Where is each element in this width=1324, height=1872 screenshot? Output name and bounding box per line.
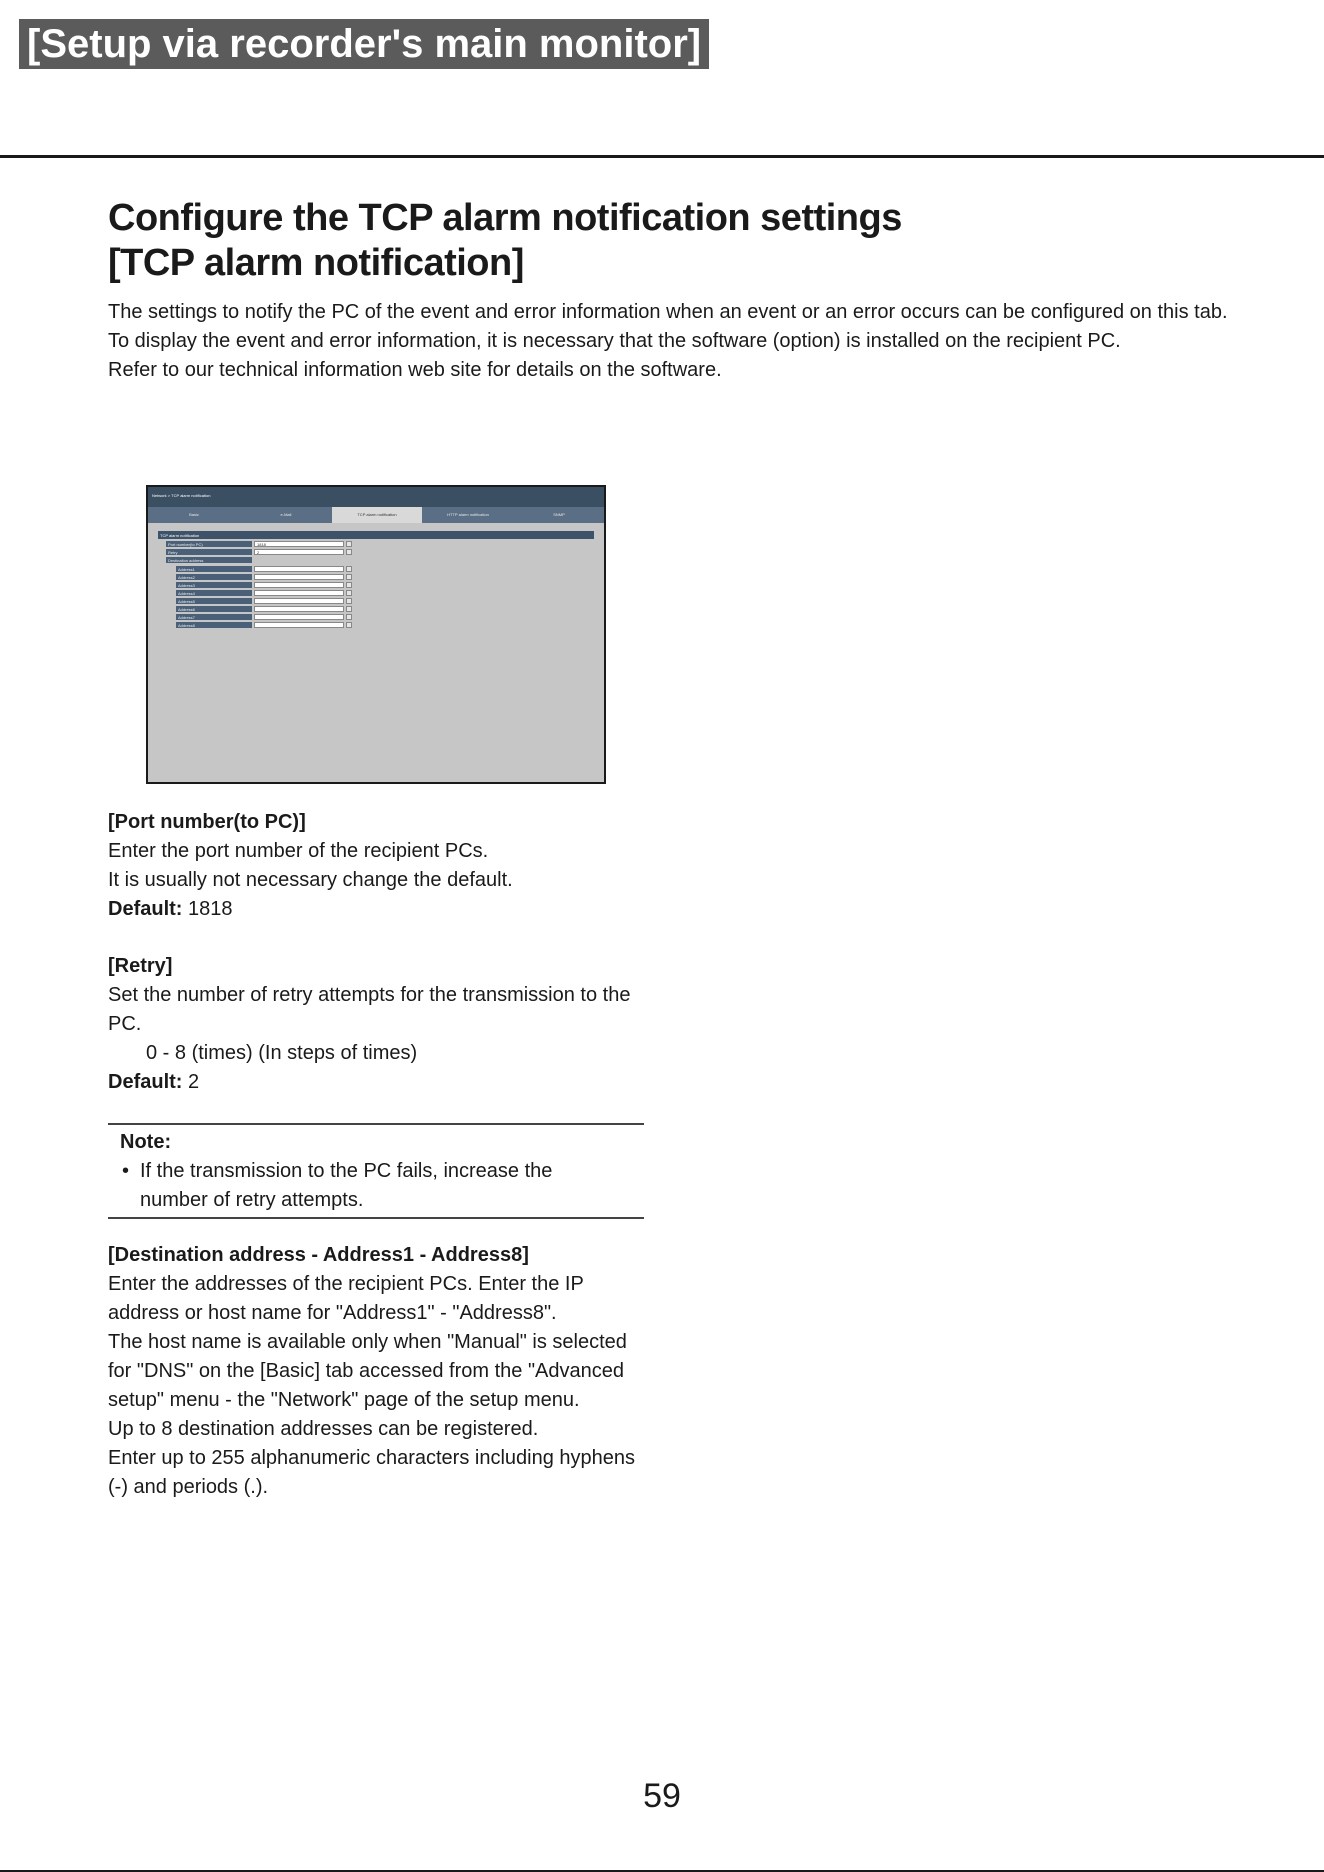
screen-address-button-icon: [346, 566, 352, 572]
retry-range: 0 - 8 (times) (In steps of times): [146, 1042, 418, 1064]
screen-address-label: [176, 566, 252, 572]
screen-port-label-text: Port number(to PC): [168, 542, 203, 547]
screen-address-button-icon: [346, 574, 352, 580]
screen-retry-field: [254, 549, 344, 555]
destination-address-heading: [Destination address - Address1 - Address8]: [108, 1244, 529, 1266]
default-value: 1818: [188, 898, 233, 920]
screen-dest-label-text: Destination address: [168, 558, 204, 563]
default-label: Default:: [108, 1071, 183, 1093]
screen-retry-label: [166, 549, 252, 555]
screen-address-label: [176, 622, 252, 628]
header-rule: [0, 155, 1324, 158]
screen-tab-http-alarm: HTTP alarm notification: [422, 507, 515, 523]
screen-address-button-icon: [346, 590, 352, 596]
screen-address-label-text: Address4: [178, 591, 195, 596]
screen-section-title-text: TCP alarm notification: [160, 533, 200, 538]
screen-address-label-text: Address7: [178, 615, 195, 620]
screen-address-label-text: Address5: [178, 599, 195, 604]
screen-retry-label-text: Retry: [168, 550, 178, 555]
screen-breadcrumb: [148, 487, 604, 505]
screen-section-title: [158, 531, 594, 539]
note-text: If the transmission to the PC fails, increase the number of retry attempts.: [140, 1160, 553, 1211]
screen-port-spin-icon: [346, 541, 352, 547]
screen-dest-label: [166, 557, 252, 563]
section-label: [Setup via recorder's main monitor]: [19, 19, 709, 69]
screen-address-button-icon: [346, 582, 352, 588]
port-number-default: [108, 895, 648, 924]
screen-address-label: [176, 606, 252, 612]
intro-paragraph: To display the event and error information, it is necessary that the software (option) is installed on the recipient PC.: [108, 330, 1121, 352]
screen-breadcrumb-text: Network > TCP alarm notification: [152, 493, 211, 498]
screen-retry-value: 2: [257, 550, 260, 555]
screen-address-label-text: Address8: [178, 623, 195, 628]
screen-address-field: [254, 614, 344, 620]
screen-port-field: [254, 541, 344, 547]
port-number-text: It is usually not necessary change the default.: [108, 869, 513, 891]
screen-address-field: [254, 566, 344, 572]
bullet-icon: •: [122, 1160, 130, 1182]
screen-address-label-text: Address1: [178, 567, 195, 572]
screen-address-field: [254, 598, 344, 604]
destination-address-text: Up to 8 destination addresses can be registered.: [108, 1418, 539, 1440]
screen-address-label: [176, 598, 252, 604]
page-title-line2: [TCP alarm notification]: [108, 242, 524, 284]
screen-address-button-icon: [346, 598, 352, 604]
note-title: Note:: [120, 1131, 172, 1153]
note-item: [122, 1157, 622, 1215]
screen-tab-email: e-Mail: [240, 507, 333, 523]
screen-tab-bar: [148, 505, 604, 523]
screen-address-field: [254, 582, 344, 588]
screen-address-label: [176, 582, 252, 588]
destination-address-text: The host name is available only when "Manual" is selected for "DNS" on the [Basic] tab accessed from the "Advanced setup" menu - the "Network" page of the setup menu.: [108, 1331, 627, 1411]
retry-text: Set the number of retry attempts for the transmission to the PC.: [108, 984, 631, 1035]
screen-address-label-text: Address3: [178, 583, 195, 588]
screen-address-label-text: Address6: [178, 607, 195, 612]
port-number-section: [108, 808, 648, 924]
port-number-text: Enter the port number of the recipient PCs.: [108, 840, 489, 862]
port-number-heading: [Port number(to PC)]: [108, 811, 306, 833]
destination-address-text: Enter the addresses of the recipient PCs. Enter the IP address or host name for "Address1" - "Address8".: [108, 1273, 584, 1324]
screen-address-label-text: Address2: [178, 575, 195, 580]
default-value: 2: [188, 1071, 200, 1093]
destination-address-text: Enter up to 255 alphanumeric characters including hyphens (-) and periods (.).: [108, 1447, 635, 1498]
default-label: Default:: [108, 898, 183, 920]
intro-paragraph: Refer to our technical information web site for details on the software.: [108, 359, 722, 381]
screen-address-field: [254, 574, 344, 580]
screen-address-field: [254, 622, 344, 628]
screen-address-button-icon: [346, 606, 352, 612]
destination-address-section: [108, 1241, 648, 1502]
setup-screen-screenshot: [146, 485, 606, 784]
page-title: [108, 196, 902, 286]
retry-section: [108, 952, 648, 1097]
screen-tab-tcp-alarm: TCP alarm notification: [332, 507, 423, 523]
screen-retry-dropdown-icon: [346, 549, 352, 555]
screen-address-label: [176, 574, 252, 580]
screen-tab-snmp: SNMP: [514, 507, 605, 523]
screen-address-field: [254, 590, 344, 596]
note-box: [108, 1123, 644, 1219]
screen-address-label: [176, 614, 252, 620]
screen-tab-basic: Basic: [148, 507, 241, 523]
intro-paragraph: The settings to notify the PC of the event and error information when an event or an error occurs can be configured on this tab.: [108, 301, 1228, 323]
screen-port-label: [166, 541, 252, 547]
screen-address-label: [176, 590, 252, 596]
screen-port-value: 1818: [257, 542, 266, 547]
retry-heading: [Retry]: [108, 955, 173, 977]
retry-default: [108, 1068, 648, 1097]
screen-address-field: [254, 606, 344, 612]
intro-text: [108, 298, 1228, 385]
screen-address-button-icon: [346, 614, 352, 620]
screen-address-button-icon: [346, 622, 352, 628]
page-title-line1: Configure the TCP alarm notification settings: [108, 197, 902, 239]
page-number: 59: [643, 1777, 681, 1815]
